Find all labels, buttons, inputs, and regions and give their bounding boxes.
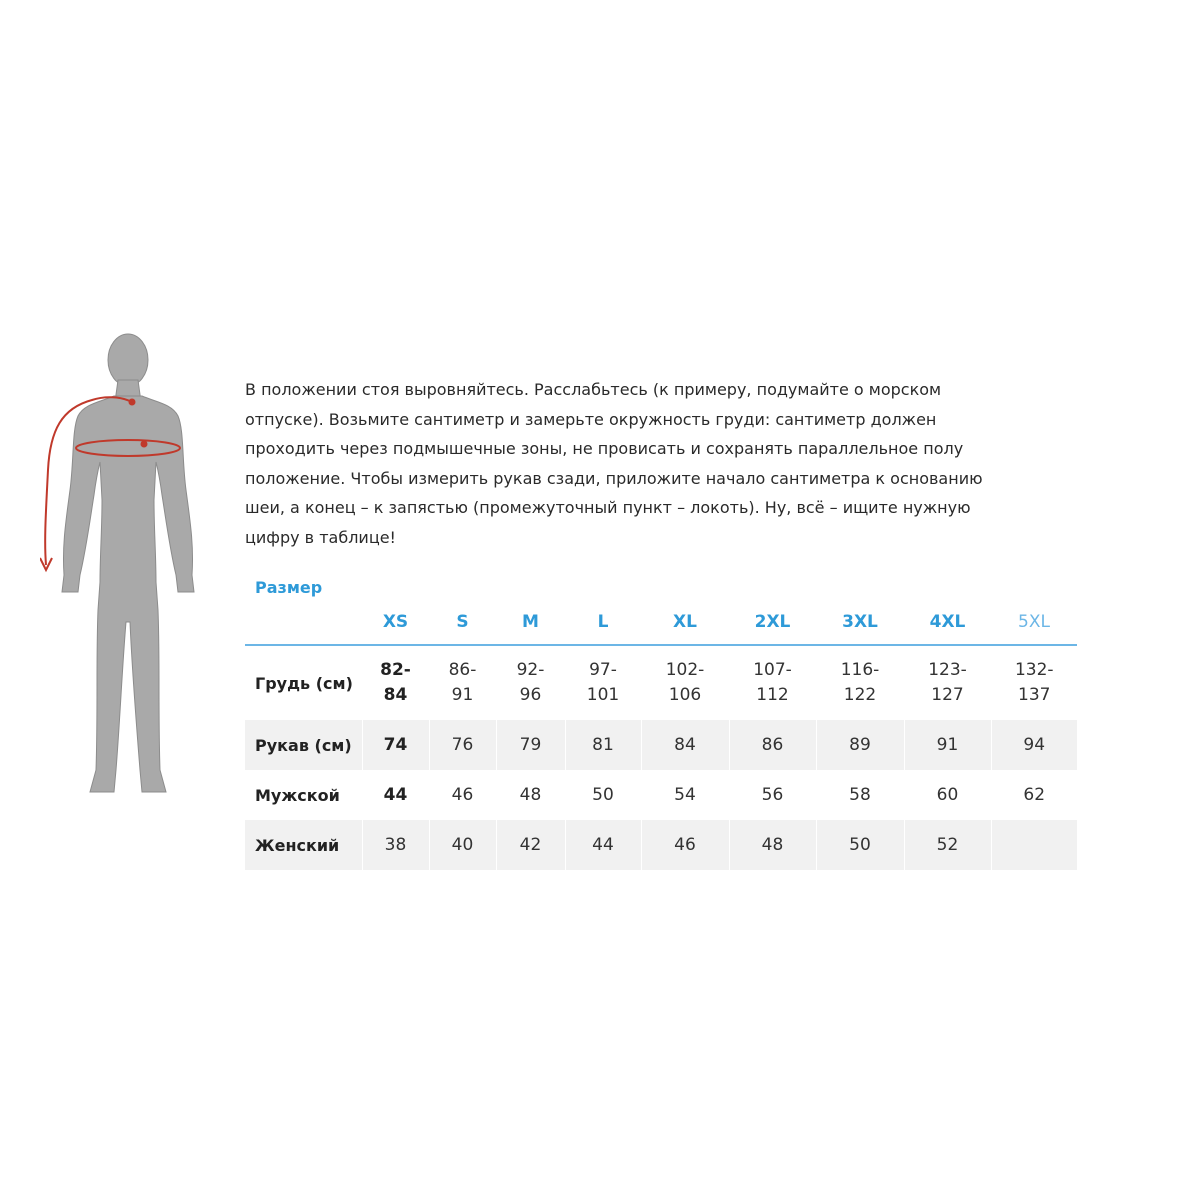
row-label-chest: Грудь (см) (245, 645, 362, 720)
size-l: L (565, 570, 641, 645)
table-cell: 50 (565, 770, 641, 820)
table-cell: 97- 101 (565, 645, 641, 720)
table-cell: 82- 84 (362, 645, 429, 720)
table-cell: 54 (641, 770, 729, 820)
size-4xl: 4XL (904, 570, 991, 645)
table-row-sleeve (245, 720, 1077, 770)
size-label: Размер (245, 570, 362, 645)
table-cell: 44 (362, 770, 429, 820)
table-row-men (245, 770, 1077, 820)
row-label-sleeve: Рукав (см) (245, 720, 362, 770)
size-m: M (496, 570, 565, 645)
size-header-row (245, 570, 1077, 645)
table-cell: 46 (429, 770, 496, 820)
table-cell: 56 (729, 770, 816, 820)
table-cell: 40 (429, 820, 496, 870)
table-cell (991, 820, 1077, 870)
table-cell: 60 (904, 770, 991, 820)
table-cell: 132- 137 (991, 645, 1077, 720)
table-cell: 48 (496, 770, 565, 820)
table-cell: 116- 122 (816, 645, 904, 720)
table-cell: 74 (362, 720, 429, 770)
table-cell: 42 (496, 820, 565, 870)
table-cell: 102- 106 (641, 645, 729, 720)
table-cell: 58 (816, 770, 904, 820)
table-cell: 52 (904, 820, 991, 870)
table-cell: 86- 91 (429, 645, 496, 720)
table-cell: 89 (816, 720, 904, 770)
table-cell: 107- 112 (729, 645, 816, 720)
table-cell: 62 (991, 770, 1077, 820)
table-cell: 84 (641, 720, 729, 770)
table-row-women (245, 820, 1077, 870)
size-table (245, 570, 1077, 870)
table-cell: 81 (565, 720, 641, 770)
table-cell: 79 (496, 720, 565, 770)
table-cell: 76 (429, 720, 496, 770)
table-cell: 92- 96 (496, 645, 565, 720)
size-5xl: 5XL (991, 570, 1077, 645)
measurement-instructions: В положении стоя выровняйтесь. Расслабьтесь (к примеру, подумайте о морском отпуске). Возьмите сантиметр и замерьте окружность груди: сантиметр должен проходить через подмышечные зоны, не провисать и сохранять параллельное полу положение. Чтобы измерить рукав сзади, приложите начало сантиметра к основанию шеи, а конец – к запястью (промежуточный пункт – локоть). Ну, всё – ищите нужную цифру в таблице! (245, 380, 983, 547)
table-cell: 38 (362, 820, 429, 870)
table-row-chest (245, 645, 1077, 720)
row-label-men: Мужской (245, 770, 362, 820)
table-cell: 86 (729, 720, 816, 770)
size-xs: XS (362, 570, 429, 645)
table-cell: 94 (991, 720, 1077, 770)
table-cell: 91 (904, 720, 991, 770)
human-body-measurement-figure (40, 330, 220, 800)
size-2xl: 2XL (729, 570, 816, 645)
table-cell: 50 (816, 820, 904, 870)
table-cell: 46 (641, 820, 729, 870)
size-s: S (429, 570, 496, 645)
size-3xl: 3XL (816, 570, 904, 645)
table-cell: 44 (565, 820, 641, 870)
table-cell: 123- 127 (904, 645, 991, 720)
table-cell: 48 (729, 820, 816, 870)
row-label-women: Женский (245, 820, 362, 870)
size-xl: XL (641, 570, 729, 645)
